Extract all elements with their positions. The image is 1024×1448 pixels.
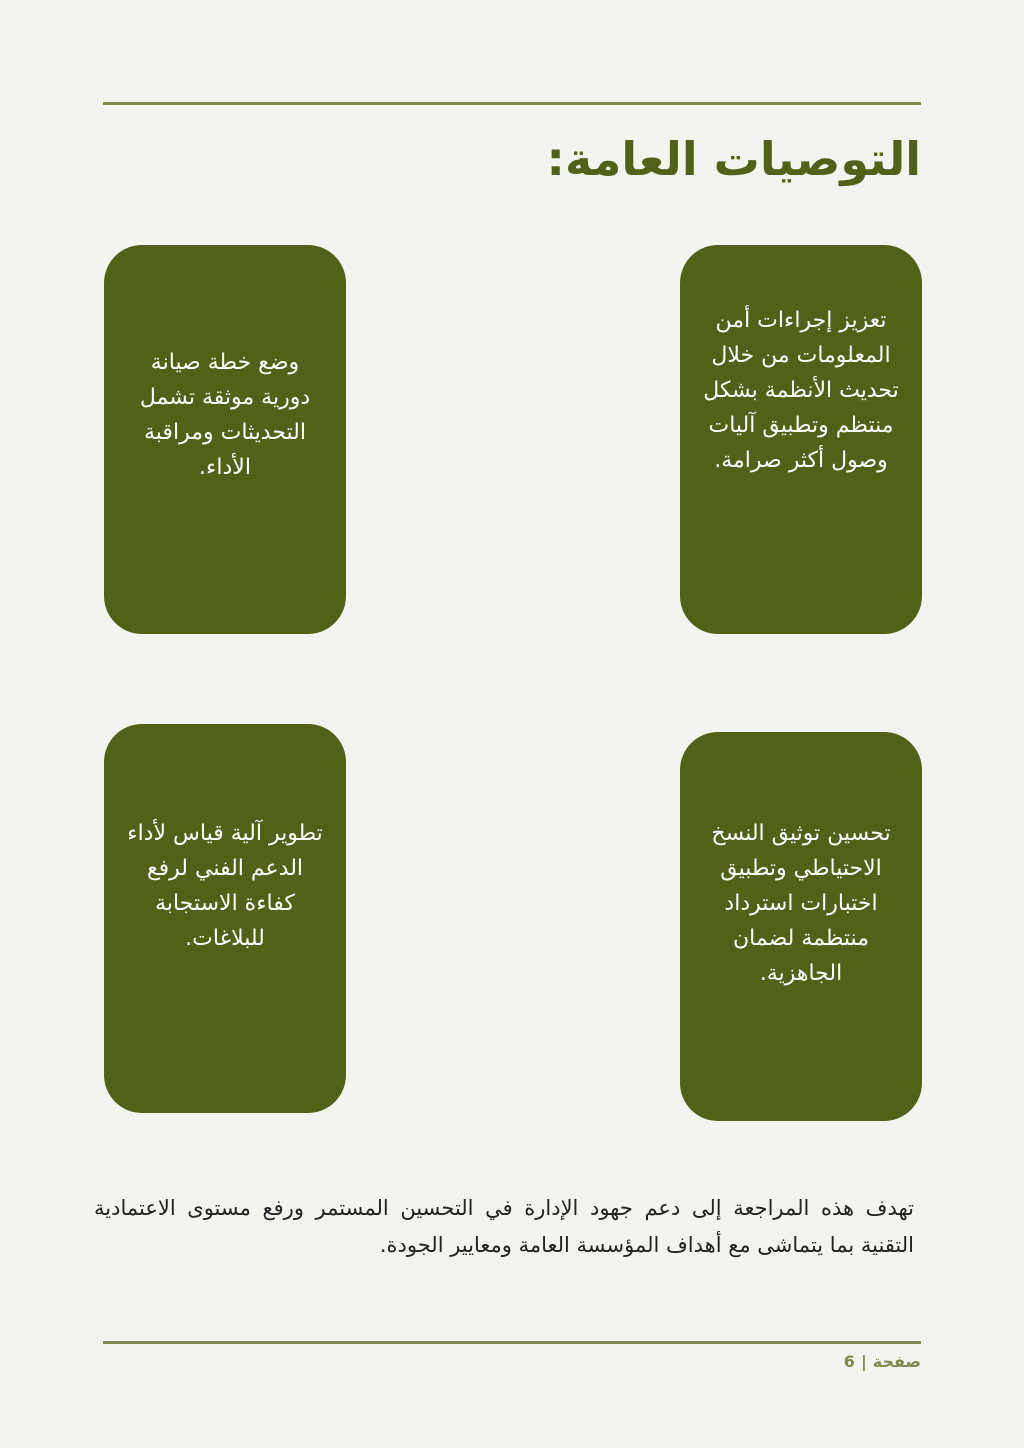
page-label: صفحة bbox=[872, 1352, 921, 1371]
recommendation-text: وضع خطة صيانة دورية موثقة تشمل التحديثات ومراقبة الأداء. bbox=[139, 350, 311, 480]
top-divider bbox=[103, 102, 921, 105]
recommendation-card-support bbox=[104, 724, 346, 1113]
recommendation-card-security bbox=[680, 245, 922, 634]
summary-paragraph: تهدف هذه المراجعة إلى دعم جهود الإدارة في التحسين المستمر ورفع مستوى الاعتمادية التقنية بما يتماشى مع أهداف المؤسسة العامة ومعايير الجودة. bbox=[94, 1196, 914, 1257]
page-title: التوصيات العامة: bbox=[546, 132, 921, 186]
recommendation-card-backup bbox=[680, 732, 922, 1121]
recommendation-card-maintenance bbox=[104, 245, 346, 634]
page-number: 6 bbox=[843, 1352, 855, 1371]
page-footer bbox=[844, 1352, 921, 1371]
recommendation-text: تعزيز إجراءات أمن المعلومات من خلال تحديث الأنظمة بشكل منتظم وتطبيق آليات وصول أكثر صرامة. bbox=[703, 308, 899, 473]
recommendation-text: تحسين توثيق النسخ الاحتياطي وتطبيق اختبارات استرداد منتظمة لضمان الجاهزية. bbox=[711, 821, 891, 986]
recommendation-text: تطوير آلية قياس لأداء الدعم الفني لرفع كفاءة الاستجابة للبلاغات. bbox=[127, 821, 323, 951]
bottom-divider bbox=[103, 1341, 921, 1344]
footer-separator: | bbox=[860, 1352, 867, 1371]
